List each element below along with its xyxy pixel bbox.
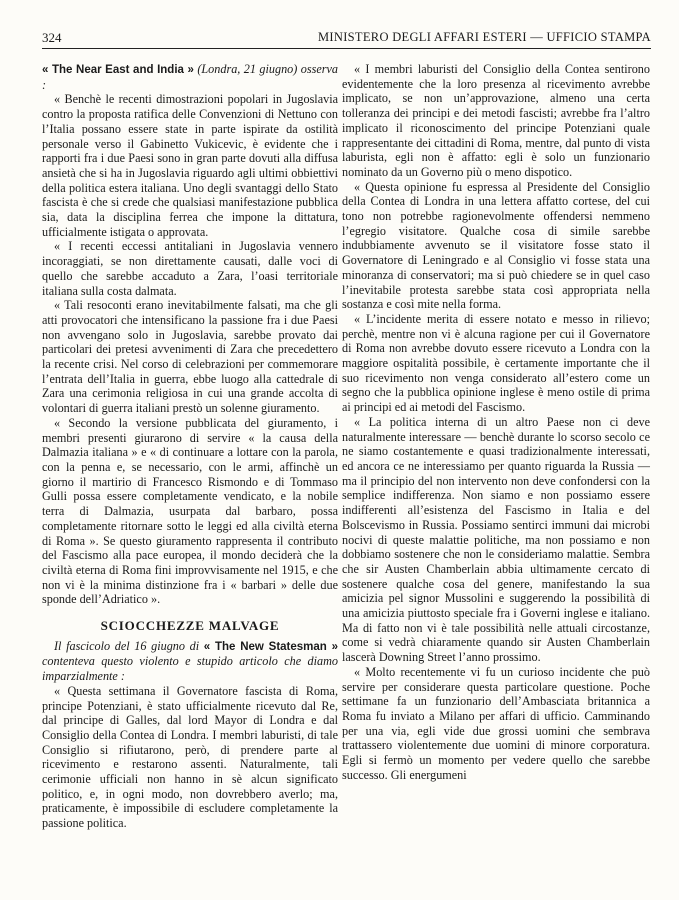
paragraph: « Questa opinione fu espressa al Presidente del Consiglio della Contea di Londra in una lettera affatto cortese, del cui tono non potrebbe ragionevolmente offendersi nemmeno l’egregio visitatore. Qualche cosa di simile sarebbe indubbiamente avvenuto se il visitatore fosse stato il Governatore di Leningrado e al Consiglio vi fosse stata una minoranza di conservatori; ma si può chiedere se in quel caso l’inevitabile protesta sarebbe stata così appropriata nella sostanza e così mite nella forma. [342, 179, 650, 312]
right-column [342, 62, 650, 782]
intro-paragraph [42, 62, 338, 92]
paragraph: « L’incidente merita di essere notato e messo in rilievo; perchè, mentre non vi è alcuna ragione per cui il Governatore di Roma non avrebbe dovuto essere ricevuto a Londra con la maggiore ospitalità possibile, è certamente importante che il suo ricevimento non venga considerato all’estero come un segno che la pubblica opinione inglese è meno ostile di prima ai principi ed ai metodi del Fascismo. [342, 311, 650, 415]
statesman-intro-post: contenteva questo violento e stupido articolo che diamo imparzialmente : [42, 654, 338, 684]
source-title: « The New Statesman » [203, 640, 339, 653]
page-number: 324 [42, 30, 62, 45]
source-meta: (Londra, 21 giugno) osserva : [42, 62, 338, 92]
paragraph: « Tali resoconti erano inevitabilmente falsati, ma che gli atti provocatori che intensificano la passione fra i due Paesi non avvengano solo in Jugoslavia, sarebbe provato dai particolari dei pretesi avvenimenti di Zara che precedettero la recente crisi. Nel corso di celebrazioni per commemorare l’entrata dell’Italia in guerra, ebbe luogo alla cattedrale di Zara una cerimonia religiosa in cui una grande accolta di volontari di guerra italiani prestò un solenne giuramento. [42, 298, 338, 416]
source-title: « The Near East and India » [42, 64, 194, 76]
section-title: SCIOCCHEZZE MALVAGE [100, 618, 280, 634]
paragraph: « Molto recentemente vi fu un curioso incidente che può servire per considerare questa particolare questione. Poche settimane fa un funzionario dell’Ambasciata britannica a Roma fu inviato a Milano per affari di ufficio. Camminando per una via, egli vide due grossi uomini che sembrava trattassero violentemente due uomini di minore corporatura. Egli si fermò un momento per vedere quello che sarebbe successo. Gli energumeni [342, 664, 650, 782]
running-head: MINISTERO DEGLI AFFARI ESTERI — UFFICIO STAMPA [318, 30, 651, 44]
paragraph: « I membri laburisti del Consiglio della Contea sentirono evidentemente che la loro presenza al ricevimento avrebbe implicato, se non un’approvazione, almeno una certa tolleranza dei principi e dei metodi fascisti; avrebbe fra l’altro implicato il riconoscimento del principe Potenziani quale rappresentante dei cittadini di Roma, mentre, dal punto di vista laburista, egli non è affatto: egli è solo un funzionario nominato da un Governo più o meno dispotico. [342, 62, 650, 179]
paragraph: « Secondo la versione pubblicata del giuramento, i membri presenti giurarono di servire « la causa della Dalmazia italiana » e « di continuare a lottare con la parola, con la penna e, se necessario, con le armi, affinchè un giorno il martirio di Francesco Rismondo e di Tommaso Gulli possa essere completamente vendicato, e la nobile terra di Dalmazia, usurpata dal barbaro, possa completamente ritornare sotto le leggi ed alla civiltà eterna di Roma ». Se questo giuramento rappresenta il contributo del Fascismo alla pace europea, il mondo deciderà che la civiltà eterna di Roma fini improvvisamente nel 1915, e che non vi è la minima distinzione fra i « barbari » delle due sponde dell’Adriatico ». [42, 415, 338, 607]
paragraph: « I recenti eccessi antitaliani in Jugoslavia vennero incoraggiati, se non direttamente causati, dalle voci di quello che sarebbe accaduto a Zara, l’oasi territoriale italiana sulla costa dalmata. [42, 239, 338, 298]
left-column [42, 62, 338, 831]
paragraph: « Questa settimana il Governatore fascista di Roma, principe Potenziani, è stato ufficialmente ricevuto dal Re, dal principe di Galles, dal lord Mayor di Londra e dal Consiglio della Contea di Londra. I membri laburisti, di tale Consiglio si rifiutarono, però, di prendere parte al ricevimento e restarono assenti. Naturalmente, tali cerimonie ufficiali non hanno in sè alcun significato politico, e, in ogni modo, non dovrebbero averlo; ma, praticamente, è impossibile di escludere completamente la passione politica. [42, 683, 338, 831]
paragraph: « La politica interna di un altro Paese non ci deve naturalmente interessare — benchè durante lo scorso secolo ce ne siamo costantemente e quasi tradizionalmente interessati, ed ancora ce ne interessiamo per quanto riguarda la Russia — ma il principio del non intervento non deve confondersi con la semplice indifferenza. Non siamo e non possiamo essere indifferenti all’esistenza del Fascismo in Italia e del Bolscevismo in Russia. Possiamo sentirci immuni dai microbi nocivi di queste malattie politiche, ma non possiamo e non dobbiamo sostenere che non le consideriamo malattie. Sembra che sir Austen Chamberlain abbia ultimamente cercato di sostenere qualche cosa del genere, manifestando la sua amicizia pel signor Mussolini e suggerendo la possibilità di una amicizia piuttosto speciale fra i Governi inglese e italiano. Ma di fatto non vi è tale possibilità nelle attuali circostanze, come si vedrà chiaramente quando sir Austen Chamberlain lascerà Downing Street l’anno prossimo. [342, 414, 650, 665]
paragraph: « Benchè le recenti dimostrazioni popolari in Jugoslavia contro la proposta ratifica delle Convenzioni di Nettuno con l’Italia possano essere state in parte ispirate da ostilità personale verso il Gabinetto Vukicevic, è evidente che i rapporti fra i due Paesi sono in gran parte dovuti alla diffusa ansietà che si ha in Jugoslavia riguardo agli ultimi obbiettivi della politica estera italiana. Uno degli svantaggi dello Stato fascista è che si crede che qualsiasi manifestazione pubblica sia, data la disciplina ferrea che impone la dittatura, ufficialmente istigata o approvata. [42, 92, 338, 239]
page-header [42, 26, 651, 49]
statesman-intro [42, 639, 338, 684]
statesman-intro-pre: Il fascicolo del 16 giugno di [54, 638, 204, 653]
